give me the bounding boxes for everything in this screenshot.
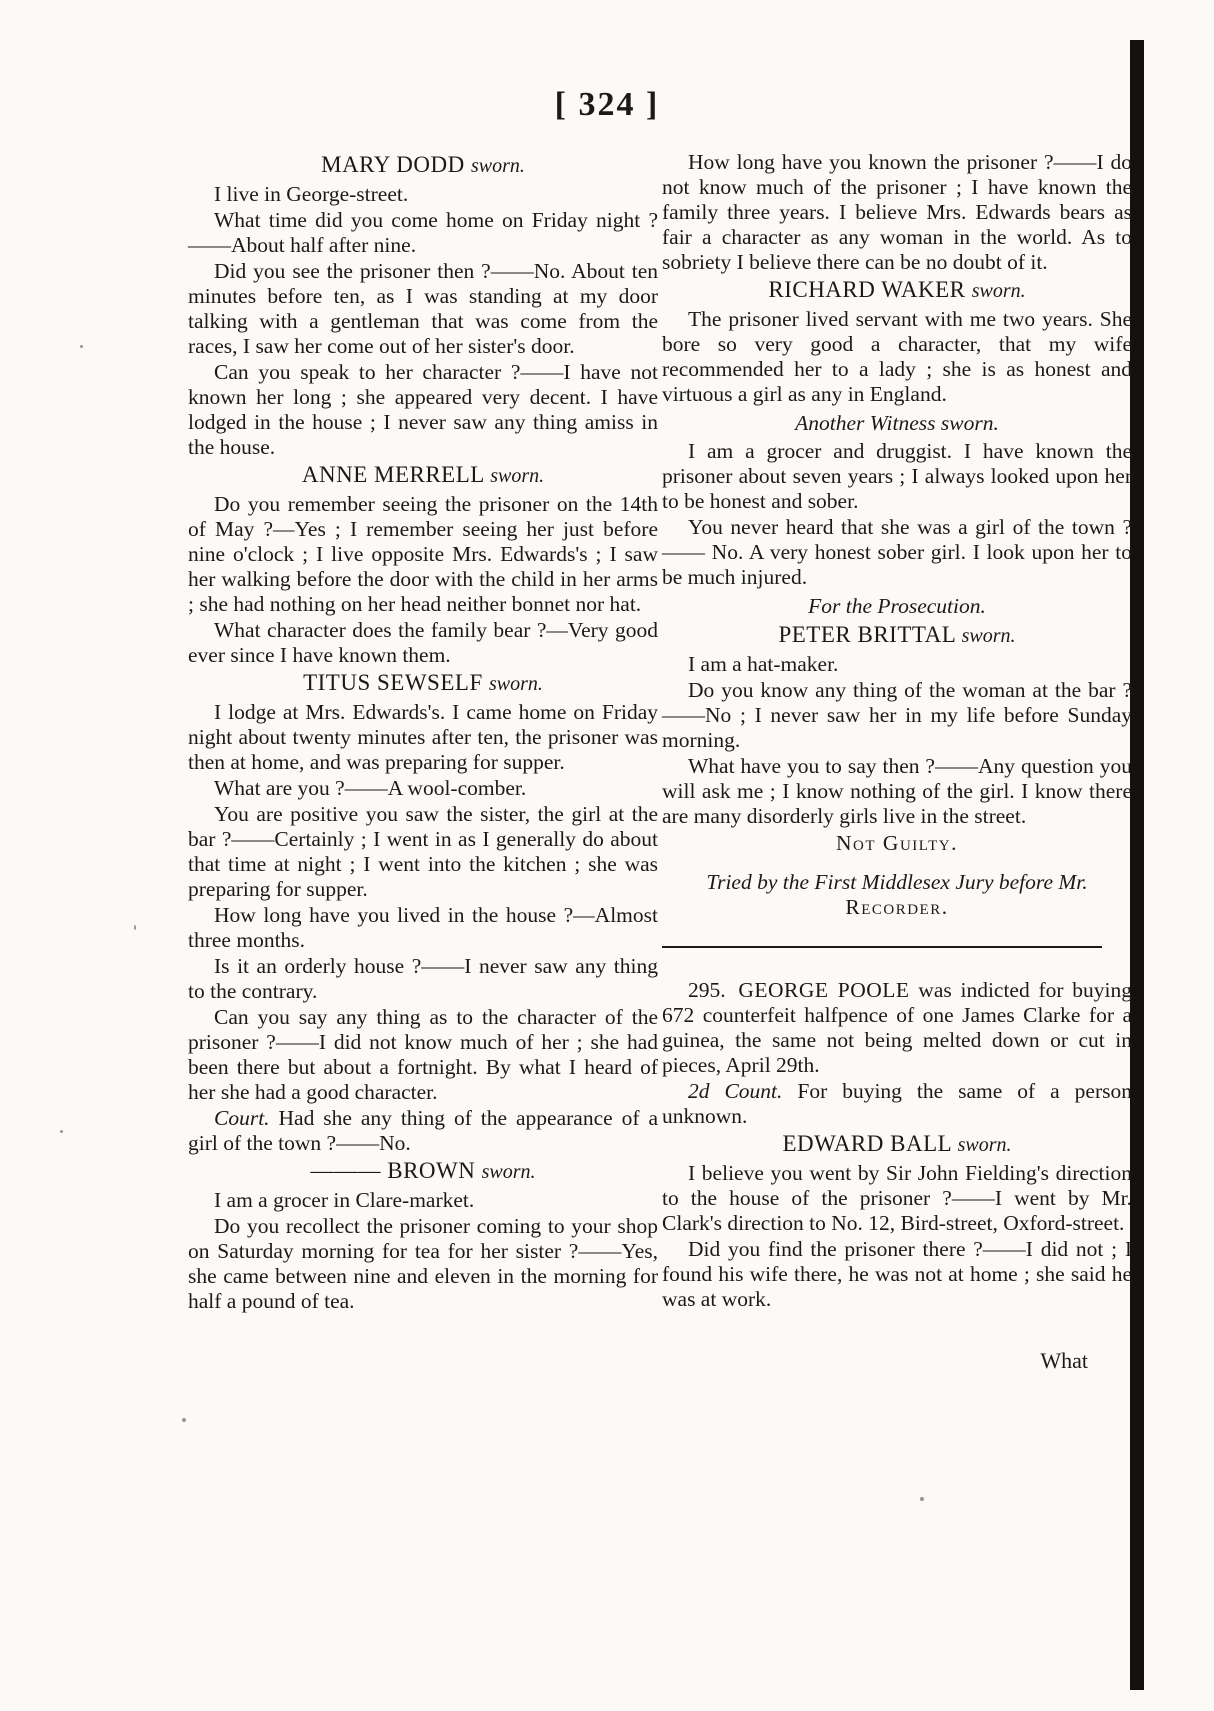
witness-heading bbox=[188, 1158, 658, 1185]
section-divider bbox=[662, 946, 1102, 948]
count-text: For buying the same of a person unknown. bbox=[662, 1079, 1132, 1128]
case-number: 295. bbox=[688, 978, 726, 1002]
testimony-paragraph: Do you know any thing of the woman at the bar ?——No ; I never saw her in my life before Sunday morning. bbox=[662, 678, 1132, 752]
testimony-paragraph: I live in George-street. bbox=[214, 182, 409, 206]
court-text: Had she any thing of the appearance of a girl of the town ?——No. bbox=[188, 1106, 658, 1155]
testimony-paragraph: The prisoner lived servant with me two years. She bore so very good a character, that my wife recommended her to a lady ; she is as honest and virtuous a girl as any in England. bbox=[662, 307, 1132, 406]
testimony-paragraph: Did you see the prisoner then ?——No. About ten minutes before ten, as I was standing at my door talking with a gentleman that was come from the races, I saw her come out of her sister's door. bbox=[188, 259, 658, 358]
witness-heading bbox=[188, 462, 658, 489]
defendant-name: GEORGE POOLE bbox=[738, 978, 910, 1002]
witness-name: MARY DODD bbox=[321, 152, 465, 177]
testimony-paragraph: Can you say any thing as to the character of the prisoner ?——I did not know much of her ; she had been there but about a fortnight. By what I heard of her she had a good character. bbox=[188, 1005, 658, 1104]
testimony-paragraph: What have you to say then ?——Any question you will ask me ; I know nothing of the girl. I know there are many disorderly girls live in the street. bbox=[662, 754, 1132, 828]
testimony-paragraph: Can you speak to her character ?——I have not known her long ; she appeared very decent. I have lodged in the house ; I never saw any thing amiss in the house. bbox=[188, 360, 658, 459]
witness-name: TITUS SEWSELF bbox=[303, 670, 483, 695]
sworn-label: sworn. bbox=[470, 155, 525, 177]
section-subheading: Another Witness sworn. bbox=[795, 411, 999, 435]
count-paragraph bbox=[662, 1079, 1132, 1129]
scan-speck bbox=[60, 1130, 63, 1133]
catchword: What bbox=[1040, 1348, 1088, 1373]
testimony-paragraph: I am a grocer in Clare-market. bbox=[214, 1188, 475, 1212]
case-text: was indicted for buying 672 counterfeit halfpence of one James Clarke for a guinea, the same not being melted down or cut in pieces, April 29th. bbox=[662, 978, 1132, 1077]
testimony-paragraph: How long have you known the prisoner ?——I do not know much of the prisoner ; I have known the family three years. I believe Mrs. Edwards bears as fair a character as any woman in the world. As to sobriety I believe there can be no doubt of it. bbox=[662, 150, 1132, 274]
testimony-paragraph: I believe you went by Sir John Fielding's direction to the house of the prisoner ?——I went by Mr. Clark's direction to No. 12, Bird-street, Oxford-street. bbox=[662, 1161, 1132, 1235]
section-subheading: For the Prosecution. bbox=[808, 594, 986, 618]
testimony-paragraph: I am a grocer and druggist. I have known the prisoner about seven years ; I always looked upon her to be honest and sober. bbox=[662, 439, 1132, 513]
court-label: Court. bbox=[214, 1106, 270, 1130]
witness-name: RICHARD WAKER bbox=[768, 277, 966, 302]
testimony-paragraph: Do you remember seeing the prisoner on the 14th of May ?—Yes ; I remember seeing her just before nine o'clock ; I live opposite Mrs. Edwards's ; I saw her walking before the door with the child in her arms ; she had nothing on her head neither bonnet nor hat. bbox=[188, 492, 658, 616]
page-number: [ 324 ] bbox=[554, 86, 660, 123]
sworn-label: sworn. bbox=[961, 625, 1016, 647]
sworn-label: sworn. bbox=[481, 1161, 536, 1183]
witness-heading bbox=[662, 1131, 1132, 1158]
witness-name: ——— BROWN bbox=[310, 1158, 476, 1183]
scan-speck bbox=[920, 1497, 924, 1501]
sworn-label: sworn. bbox=[971, 280, 1026, 302]
page-edge-shadow bbox=[1130, 40, 1144, 1690]
testimony-paragraph: Do you recollect the prisoner coming to your shop on Saturday morning for tea for her sister ?——Yes, she came between nine and eleven in the morning for half a pound of tea. bbox=[188, 1214, 658, 1313]
tried-by-line: Tried by the First Middlesex Jury before Mr. bbox=[706, 870, 1088, 894]
scan-speck bbox=[80, 345, 83, 348]
testimony-paragraph: Did you find the prisoner there ?——I did not ; I found his wife there, he was not at home ; she said he was at work. bbox=[662, 1237, 1132, 1311]
witness-heading bbox=[188, 670, 658, 697]
verdict: Not Guilty. bbox=[836, 831, 958, 855]
right-column bbox=[662, 150, 1132, 1313]
witness-name: EDWARD BALL bbox=[782, 1131, 952, 1156]
sworn-label: sworn. bbox=[957, 1134, 1012, 1156]
testimony-paragraph: You are positive you saw the sister, the girl at the bar ?——Certainly ; I went in as I generally do about that time at night ; I went into the kitchen ; she was preparing for supper. bbox=[188, 802, 658, 901]
sworn-label: sworn. bbox=[490, 465, 545, 487]
witness-heading bbox=[662, 622, 1132, 649]
testimony-paragraph: What time did you come home on Friday night ?——About half after nine. bbox=[188, 208, 658, 257]
witness-heading bbox=[662, 277, 1132, 304]
testimony-paragraph: How long have you lived in the house ?—Almost three months. bbox=[188, 903, 658, 952]
left-column bbox=[188, 150, 658, 1315]
sworn-label: sworn. bbox=[488, 673, 543, 695]
testimony-paragraph: What are you ?——A wool-comber. bbox=[214, 776, 527, 800]
testimony-paragraph: You never heard that she was a girl of the town ? —— No. A very honest sober girl. I look upon her to be much injured. bbox=[662, 515, 1132, 589]
witness-name: PETER BRITTAL bbox=[778, 622, 956, 647]
court-question bbox=[188, 1106, 658, 1156]
count-label: 2d Count. bbox=[688, 1079, 783, 1103]
testimony-paragraph: I lodge at Mrs. Edwards's. I came home on Friday night about twenty minutes after ten, the prisoner was then at home, and was preparing for supper. bbox=[188, 700, 658, 774]
witness-name: ANNE MERRELL bbox=[301, 462, 484, 487]
testimony-paragraph: Is it an orderly house ?——I never saw any thing to the contrary. bbox=[188, 954, 658, 1003]
scan-speck bbox=[182, 1418, 186, 1422]
scan-speck bbox=[134, 925, 136, 930]
testimony-paragraph: I am a hat-maker. bbox=[688, 652, 839, 676]
witness-heading bbox=[188, 152, 658, 179]
recorder-line: Recorder. bbox=[845, 895, 949, 919]
case-paragraph bbox=[662, 978, 1132, 1078]
testimony-paragraph: What character does the family bear ?—Very good ever since I have known them. bbox=[188, 618, 658, 667]
